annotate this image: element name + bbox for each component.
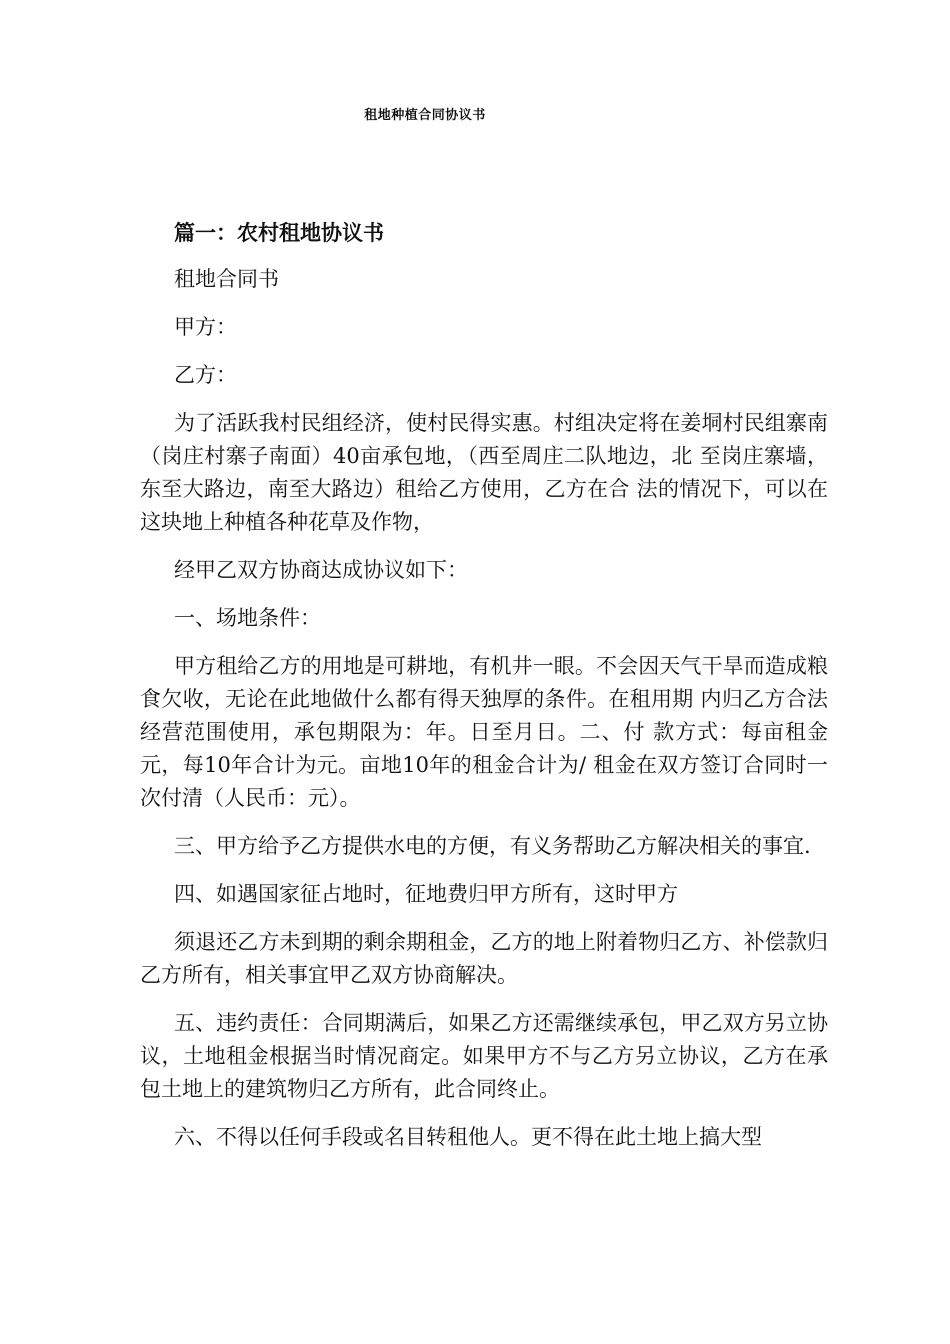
paragraph-clause-4: 四、如遇国家征占地时，征地费归甲方所有，这时甲方 — [174, 882, 678, 906]
document-body — [140, 216, 828, 1169]
paragraph-clause-1-body: 甲方租给乙方的用地是可耕地，有机井一眼。不会因天气干旱而造成粮食欠收，无论在此地做什么都有得天独厚的条件。在租用期 内归乙方合法经营范围使用，承包期限为：年。日至月日。二、付 款方式：每亩租金元，每10年合计为元。亩地10年的租金合计为/ 租金在双方签订合同时一次付清（人民币：元）。 — [140, 654, 828, 810]
paragraph-clause-4-continued: 须退还乙方未到期的剩余期租金，乙方的地上附着物归乙方、补偿款归乙方所有，相关事宜甲乙双方协商解决。 — [140, 930, 828, 987]
paragraph-party-b: 乙方： — [174, 363, 237, 387]
paragraph-party-a: 甲方： — [174, 315, 237, 339]
document-title: 租地种植合同协议书 — [364, 108, 486, 123]
paragraph-clause-3: 三、甲方给予乙方提供水电的方便，有义务帮助乙方解决相关的事宜. — [174, 834, 811, 858]
paragraph-agreement-intro: 经甲乙双方协商达成协议如下： — [174, 558, 468, 582]
paragraph-clause-1-heading: 一、场地条件： — [174, 606, 321, 630]
section-heading: 篇一：农村租地协议书 — [174, 220, 384, 245]
paragraph-clause-5: 五、违约责任：合同期满后，如果乙方还需继续承包，甲乙双方另立协议，土地租金根据当时情况商定。如果甲方不与乙方另立协议，乙方在承包土地上的建筑物归乙方所有，此合同终止。 — [140, 1011, 828, 1101]
paragraph-preamble: 为了活跃我村民组经济，使村民得实惠。村组决定将在姜垌村民组寨南（岗庄村寨子南面）40亩承包地，（西至周庄二队地边，北 至岗庄寨墙，东至大路边，南至大路边）租给乙方使用，乙方在合 法的情况下，可以在这块地上种植各种花草及作物， — [140, 411, 828, 534]
paragraph-clause-6: 六、不得以任何手段或名目转租他人。更不得在此土地上搞大型 — [174, 1125, 762, 1149]
paragraph-contract-name: 租地合同书 — [174, 267, 279, 291]
